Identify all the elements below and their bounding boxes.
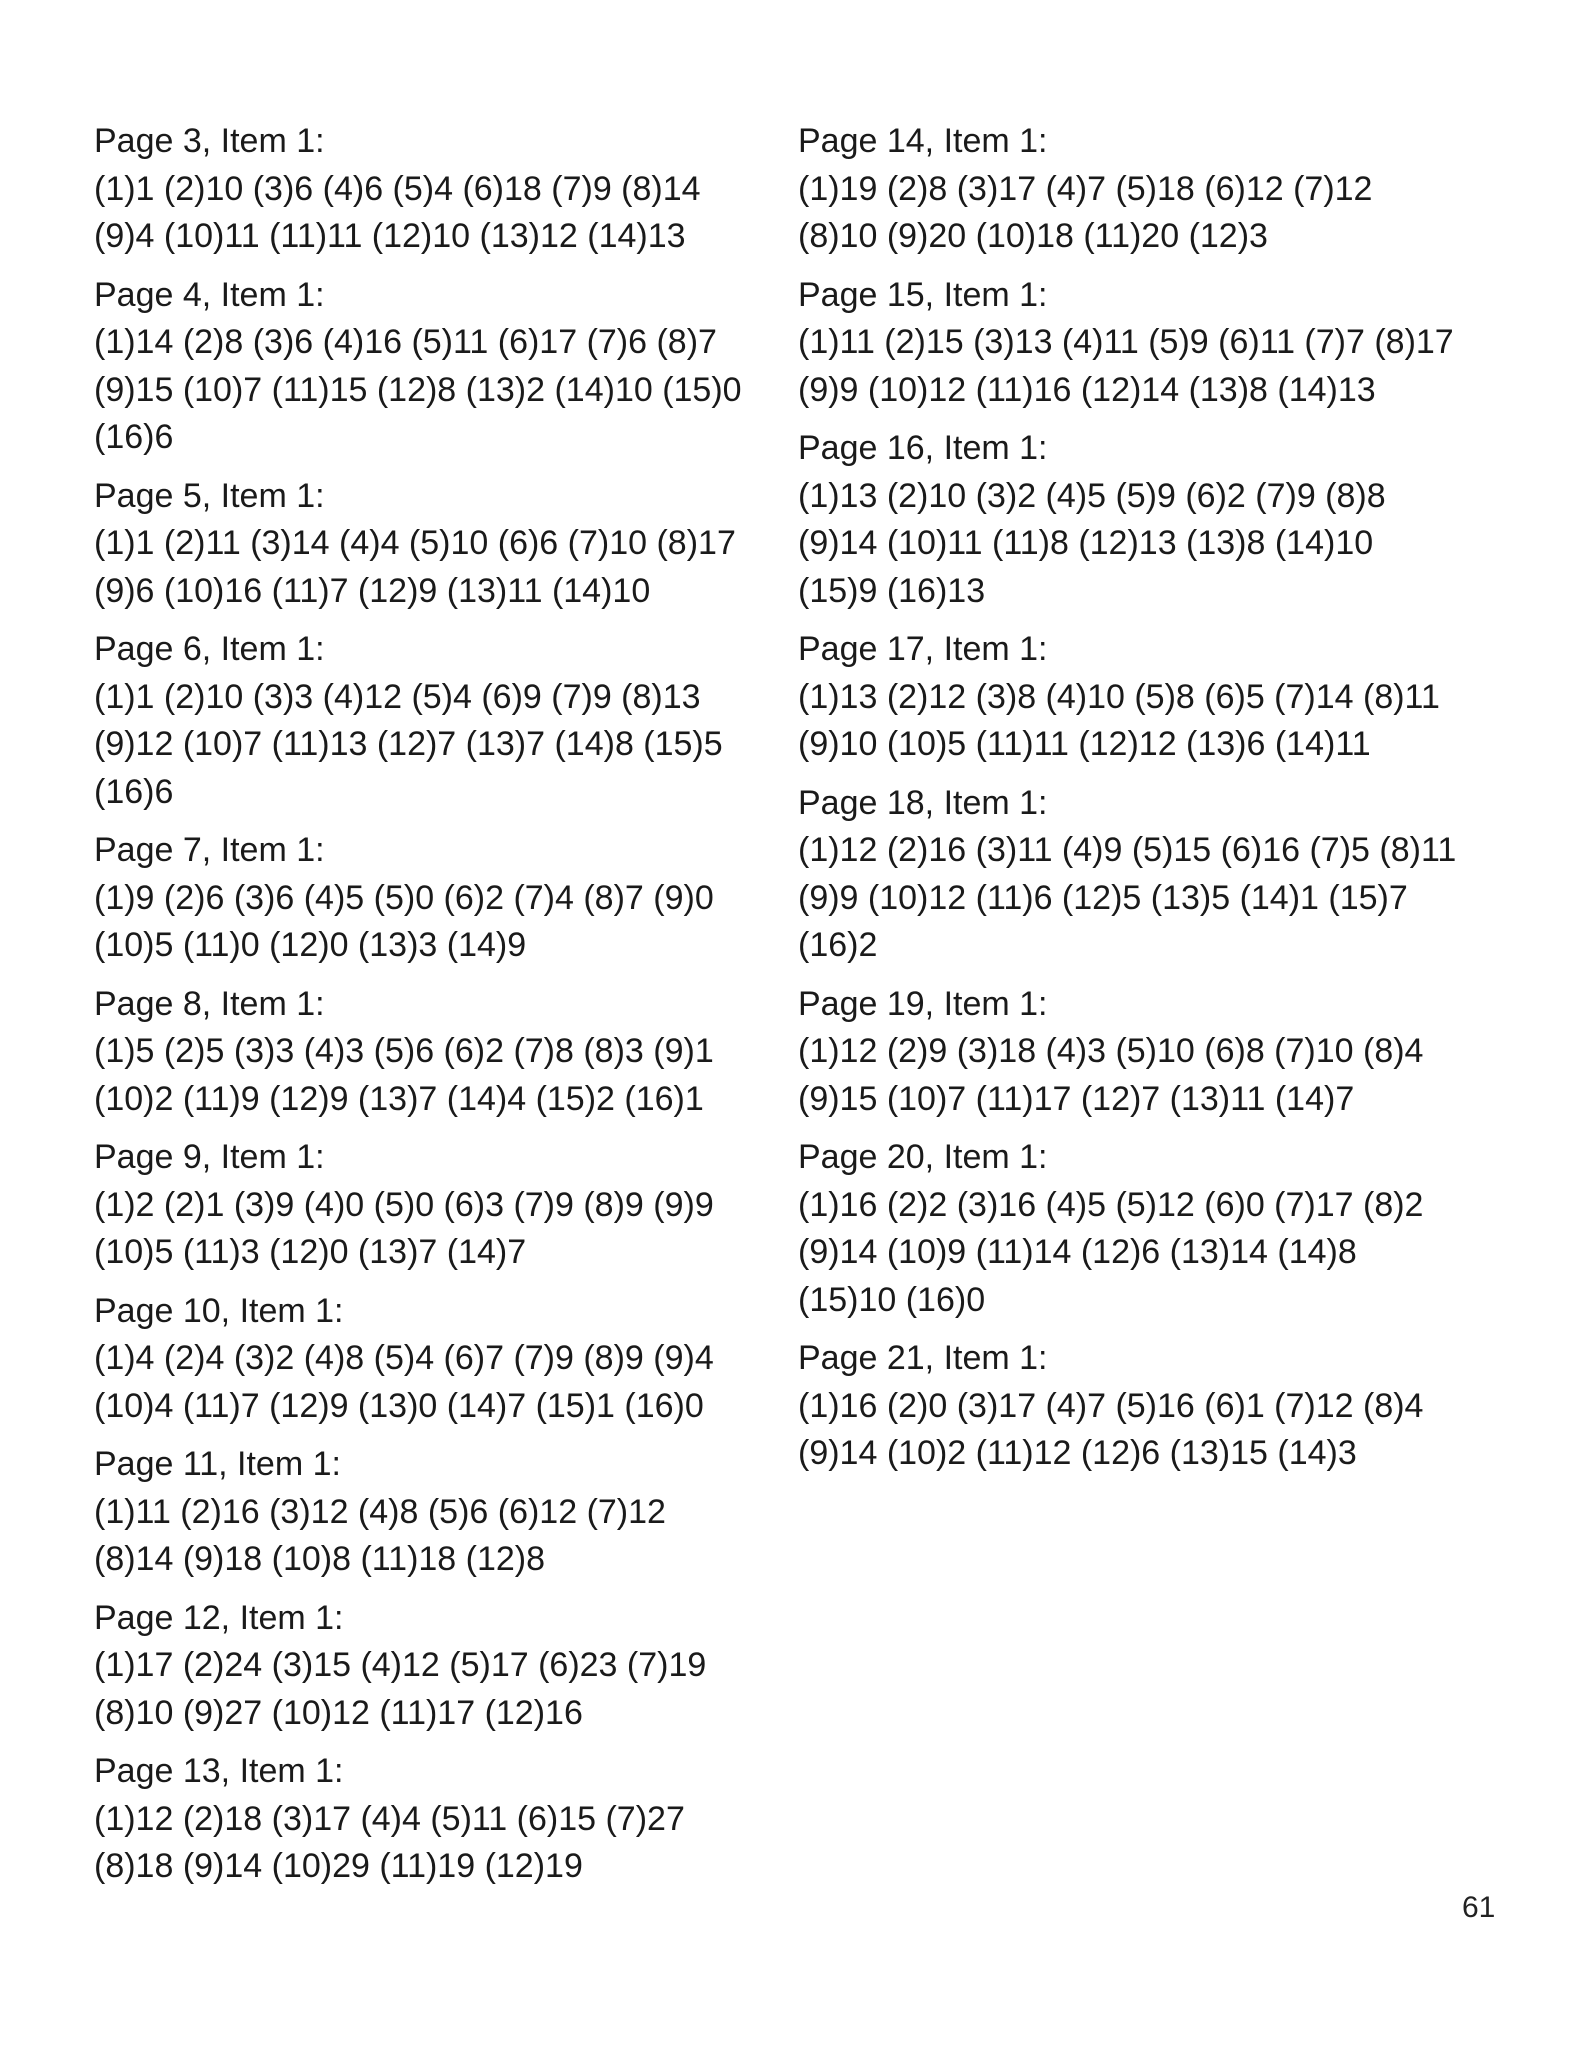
- entry-heading: Page 18, Item 1:: [798, 783, 1048, 822]
- entry-answers: (1)2 (2)1 (3)9 (4)0 (5)0 (6)3 (7)9 (8)9 (9)9 (10)5 (11)3 (12)0 (13)7 (14)7: [94, 1185, 714, 1271]
- entry-heading: Page 12, Item 1:: [94, 1598, 344, 1637]
- entry-answers: (1)14 (2)8 (3)6 (4)16 (5)11 (6)17 (7)6 (8)7 (9)15 (10)7 (11)15 (12)8 (13)2 (14)10 (15)0 (16)6: [94, 323, 742, 456]
- entry-answers: (1)13 (2)10 (3)2 (4)5 (5)9 (6)2 (7)9 (8)8 (9)14 (10)11 (11)8 (12)13 (13)8 (14)10 (15)9 (16)13: [798, 476, 1386, 610]
- entry-answers: (1)1 (2)10 (3)3 (4)12 (5)4 (6)9 (7)9 (8)13 (9)12 (10)7 (11)13 (12)7 (13)7 (14)8 (15)5 (16)6: [94, 677, 723, 811]
- answer-entry: [94, 1748, 754, 1891]
- entry-heading: Page 9, Item 1:: [94, 1138, 325, 1176]
- answer-entry: [798, 1335, 1458, 1478]
- entry-heading: Page 20, Item 1:: [798, 1138, 1048, 1176]
- answer-entry: [798, 118, 1458, 261]
- entry-heading: Page 19, Item 1:: [798, 984, 1048, 1023]
- entry-heading: Page 3, Item 1:: [94, 122, 325, 160]
- answer-entry: [94, 473, 754, 616]
- entry-answers: (1)4 (2)4 (3)2 (4)8 (5)4 (6)7 (7)9 (8)9 (9)4 (10)4 (11)7 (12)9 (13)0 (14)7 (15)1 (16)0: [94, 1339, 714, 1425]
- answer-entry: [798, 780, 1458, 970]
- left-answer-column: [94, 118, 754, 1902]
- entry-heading: Page 13, Item 1:: [94, 1752, 344, 1790]
- entry-answers: (1)12 (2)18 (3)17 (4)4 (5)11 (6)15 (7)27 (8)18 (9)14 (10)29 (11)19 (12)19: [94, 1799, 685, 1885]
- answer-entry: [798, 1134, 1458, 1324]
- entry-answers: (1)9 (2)6 (3)6 (4)5 (5)0 (6)2 (7)4 (8)7 (9)0 (10)5 (11)0 (12)0 (13)3 (14)9: [94, 878, 714, 964]
- entry-heading: Page 10, Item 1:: [94, 1291, 344, 1330]
- entry-heading: Page 5, Item 1:: [94, 476, 325, 515]
- answer-entry: [94, 1441, 754, 1584]
- answer-entry: [94, 626, 754, 816]
- entry-heading: Page 8, Item 1:: [94, 984, 325, 1023]
- entry-answers: (1)1 (2)10 (3)6 (4)6 (5)4 (6)18 (7)9 (8)14 (9)4 (10)11 (11)11 (12)10 (13)12 (14)13: [94, 169, 701, 255]
- entry-heading: Page 17, Item 1:: [798, 630, 1048, 668]
- entry-heading: Page 4, Item 1:: [94, 275, 325, 314]
- entry-answers: (1)13 (2)12 (3)8 (4)10 (5)8 (6)5 (7)14 (8)11 (9)10 (10)5 (11)11 (12)12 (13)6 (14)11: [798, 677, 1440, 763]
- entry-answers: (1)12 (2)16 (3)11 (4)9 (5)15 (6)16 (7)5 (8)11 (9)9 (10)12 (11)6 (12)5 (13)5 (14)1 (15)7 (16)2: [798, 831, 1457, 964]
- answer-entry: [94, 118, 754, 261]
- entry-heading: Page 15, Item 1:: [798, 275, 1048, 314]
- answer-entry: [94, 1595, 754, 1738]
- entry-heading: Page 14, Item 1:: [798, 122, 1048, 160]
- entry-heading: Page 16, Item 1:: [798, 429, 1048, 467]
- answer-entry: [94, 1134, 754, 1277]
- entry-answers: (1)12 (2)9 (3)18 (4)3 (5)10 (6)8 (7)10 (8)4 (9)15 (10)7 (11)17 (12)7 (13)11 (14)7: [798, 1032, 1424, 1118]
- right-answer-column: [798, 118, 1458, 1489]
- answer-entry: [94, 272, 754, 462]
- entry-answers: (1)5 (2)5 (3)3 (4)3 (5)6 (6)2 (7)8 (8)3 (9)1 (10)2 (11)9 (12)9 (13)7 (14)4 (15)2 (16)1: [94, 1032, 714, 1118]
- answer-entry: [94, 827, 754, 970]
- answer-entry: [798, 626, 1458, 769]
- entry-answers: (1)19 (2)8 (3)17 (4)7 (5)18 (6)12 (7)12 (8)10 (9)20 (10)18 (11)20 (12)3: [798, 169, 1373, 255]
- entry-answers: (1)11 (2)16 (3)12 (4)8 (5)6 (6)12 (7)12 (8)14 (9)18 (10)8 (11)18 (12)8: [94, 1492, 666, 1578]
- page-number: 61: [1462, 1891, 1496, 1924]
- entry-answers: (1)17 (2)24 (3)15 (4)12 (5)17 (6)23 (7)19 (8)10 (9)27 (10)12 (11)17 (12)16: [94, 1646, 707, 1732]
- entry-answers: (1)11 (2)15 (3)13 (4)11 (5)9 (6)11 (7)7 (8)17 (9)9 (10)12 (11)16 (12)14 (13)8 (14)13: [798, 323, 1454, 409]
- entry-answers: (1)1 (2)11 (3)14 (4)4 (5)10 (6)6 (7)10 (8)17 (9)6 (10)16 (11)7 (12)9 (13)11 (14)10: [94, 524, 736, 610]
- entry-answers: (1)16 (2)0 (3)17 (4)7 (5)16 (6)1 (7)12 (8)4 (9)14 (10)2 (11)12 (12)6 (13)15 (14)3: [798, 1386, 1424, 1472]
- entry-answers: (1)16 (2)2 (3)16 (4)5 (5)12 (6)0 (7)17 (8)2 (9)14 (10)9 (11)14 (12)6 (13)14 (14)8 (15)10 (16)0: [798, 1185, 1424, 1319]
- entry-heading: Page 21, Item 1:: [798, 1339, 1048, 1377]
- entry-heading: Page 7, Item 1:: [94, 831, 325, 869]
- answer-entry: [94, 981, 754, 1124]
- answer-entry: [94, 1288, 754, 1431]
- answer-entry: [798, 981, 1458, 1124]
- answer-entry: [798, 272, 1458, 415]
- entry-heading: Page 6, Item 1:: [94, 630, 325, 668]
- entry-heading: Page 11, Item 1:: [94, 1445, 341, 1483]
- answer-entry: [798, 425, 1458, 615]
